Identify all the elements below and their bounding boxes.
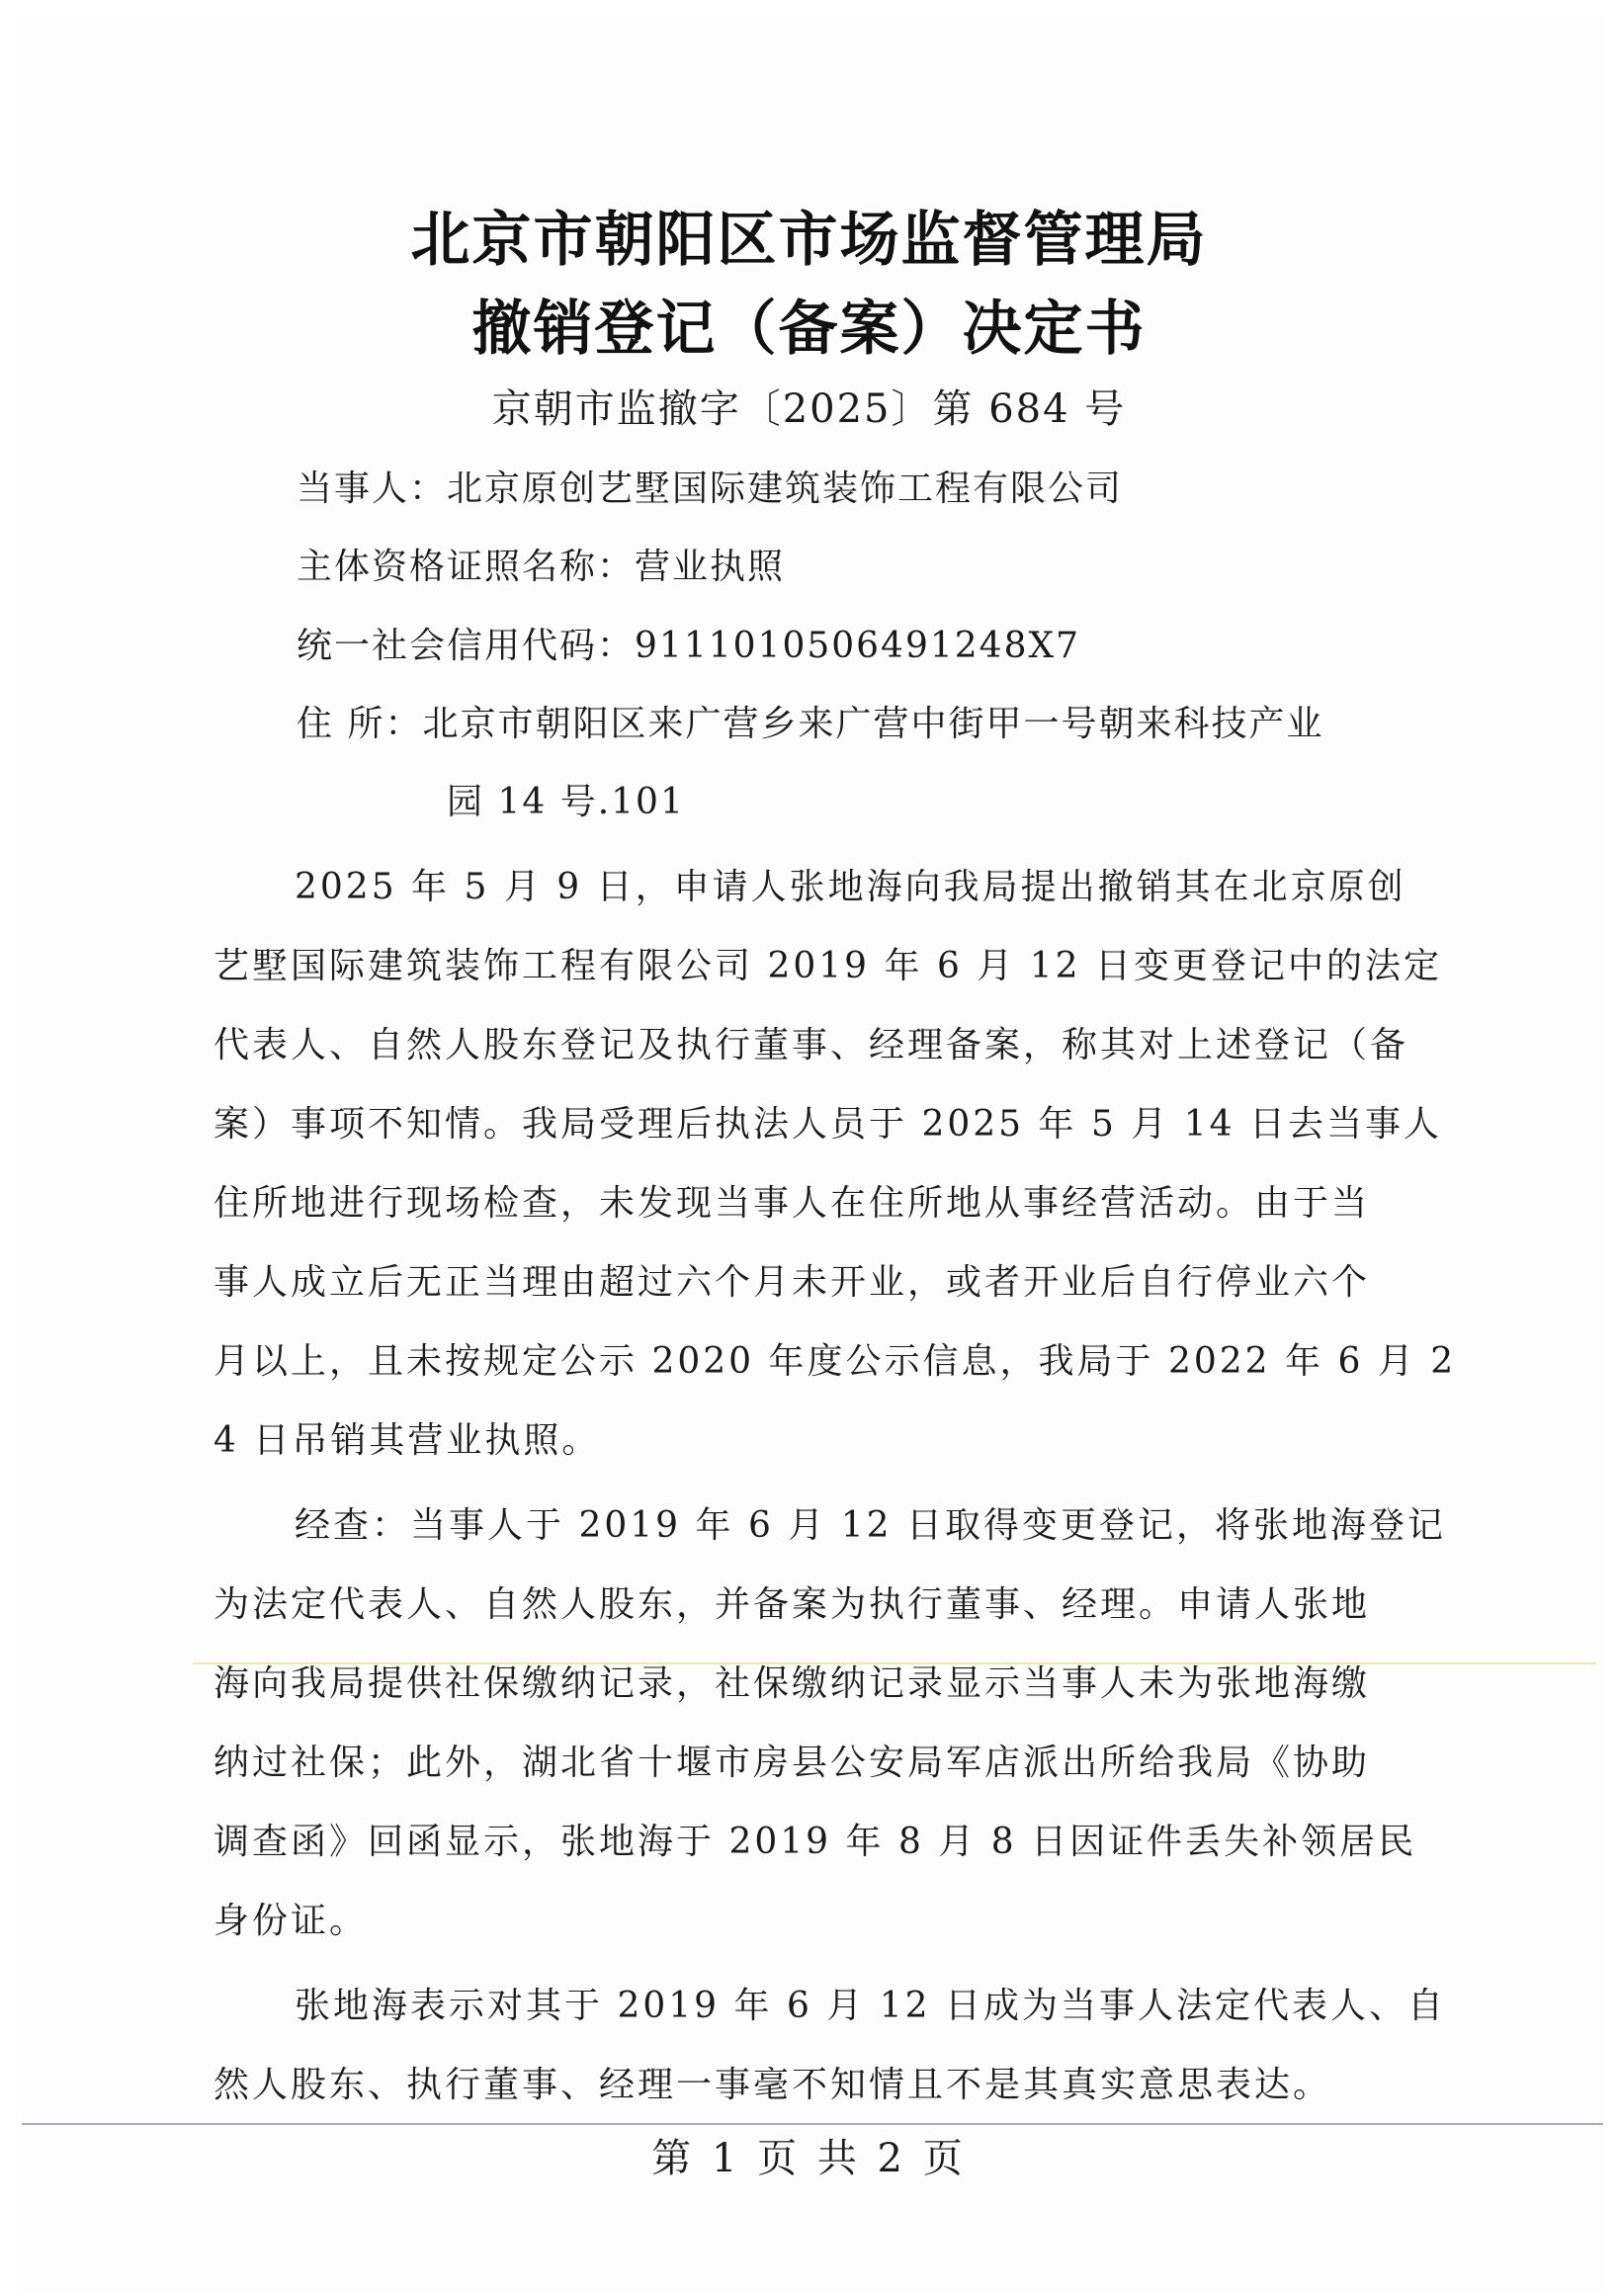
paragraph-2-line: 经查：当事人于 2019 年 6 月 12 日取得变更登记，将张地海登记 bbox=[295, 1505, 1446, 1546]
document-title-line-1: 北京市朝阳区市场监督管理局 bbox=[410, 206, 1208, 275]
paragraph-2-line: 身份证。 bbox=[213, 1901, 369, 1941]
paragraph-1-line: 艺墅国际建筑装饰工程有限公司 2019 年 6 月 12 日变更登记中的法定 bbox=[213, 946, 1442, 986]
paragraph-1-line: 案）事项不知情。我局受理后执法人员于 2025 年 5 月 14 日去当事人 bbox=[213, 1104, 1442, 1145]
party-name-label: 当事人： bbox=[297, 468, 448, 509]
license-name-label: 主体资格证照名称： bbox=[297, 547, 636, 587]
credit-code-row bbox=[297, 618, 1080, 668]
paragraph-1-line: 4 日吊销其营业执照。 bbox=[213, 1420, 601, 1461]
paragraph-1-line: 2025 年 5 月 9 日，申请人张地海向我局提出撤销其在北京原创 bbox=[295, 867, 1406, 907]
license-name-value: 营业执照 bbox=[635, 547, 786, 587]
paragraph-1-line: 代表人、自然人股东登记及执行董事、经理备案，称其对上述登记（备 bbox=[213, 1025, 1409, 1065]
paragraph-1-line: 月以上，且未按规定公示 2020 年度公示信息，我局于 2022 年 6 月 2 bbox=[213, 1341, 1457, 1382]
address-label: 住 所： bbox=[297, 704, 423, 744]
party-name-row bbox=[297, 461, 1123, 511]
paragraph-1-line: 事人成立后无正当理由超过六个月未开业，或者开业后自行停业六个 bbox=[213, 1262, 1371, 1303]
document-number: 京朝市监撤字〔2025〕第 684 号 bbox=[491, 386, 1127, 432]
address-value-line-2: 园 14 号.101 bbox=[447, 782, 685, 822]
party-name-value: 北京原创艺墅国际建筑装饰工程有限公司 bbox=[447, 468, 1124, 509]
paragraph-3-line: 然人股东、执行董事、经理一事毫不知情且不是其真实意思表达。 bbox=[213, 2065, 1332, 2105]
credit-code-value: 91110105064912​48X7 bbox=[635, 626, 1081, 666]
address-value-line-1: 北京市朝阳区来广营乡来广营中街甲一号朝来科技产业 bbox=[422, 704, 1324, 744]
paragraph-1-line: 住所地进行现场检查，未发现当事人在住所地从事经营活动。由于当 bbox=[213, 1183, 1371, 1224]
credit-code-label: 统一社会信用代码： bbox=[297, 626, 636, 666]
paragraph-2-line: 纳过社保；此外，湖北省十堰市房县公安局军店派出所给我局《协助 bbox=[213, 1743, 1371, 1783]
paragraph-2-line: 海向我局提供社保缴纳记录，社保缴纳记录显示当事人未为张地海缴 bbox=[213, 1663, 1371, 1704]
paragraph-2-line: 调查函》回函显示，张地海于 2019 年 8 月 8 日因证件丢失补领居民 bbox=[213, 1822, 1417, 1862]
footer-divider bbox=[22, 2123, 1603, 2125]
license-name-row bbox=[297, 539, 785, 589]
page-indicator: 第 1 页 共 2 页 bbox=[651, 2136, 967, 2181]
paragraph-2-line: 为法定代表人、自然人股东，并备案为执行董事、经理。申请人张地 bbox=[213, 1584, 1371, 1625]
paragraph-3-line: 张地海表示对其于 2019 年 6 月 12 日成为当事人法定代表人、自 bbox=[295, 1986, 1446, 2026]
address-row bbox=[297, 696, 1323, 746]
document-title-line-2: 撤销登记（备案）决定书 bbox=[471, 295, 1147, 364]
